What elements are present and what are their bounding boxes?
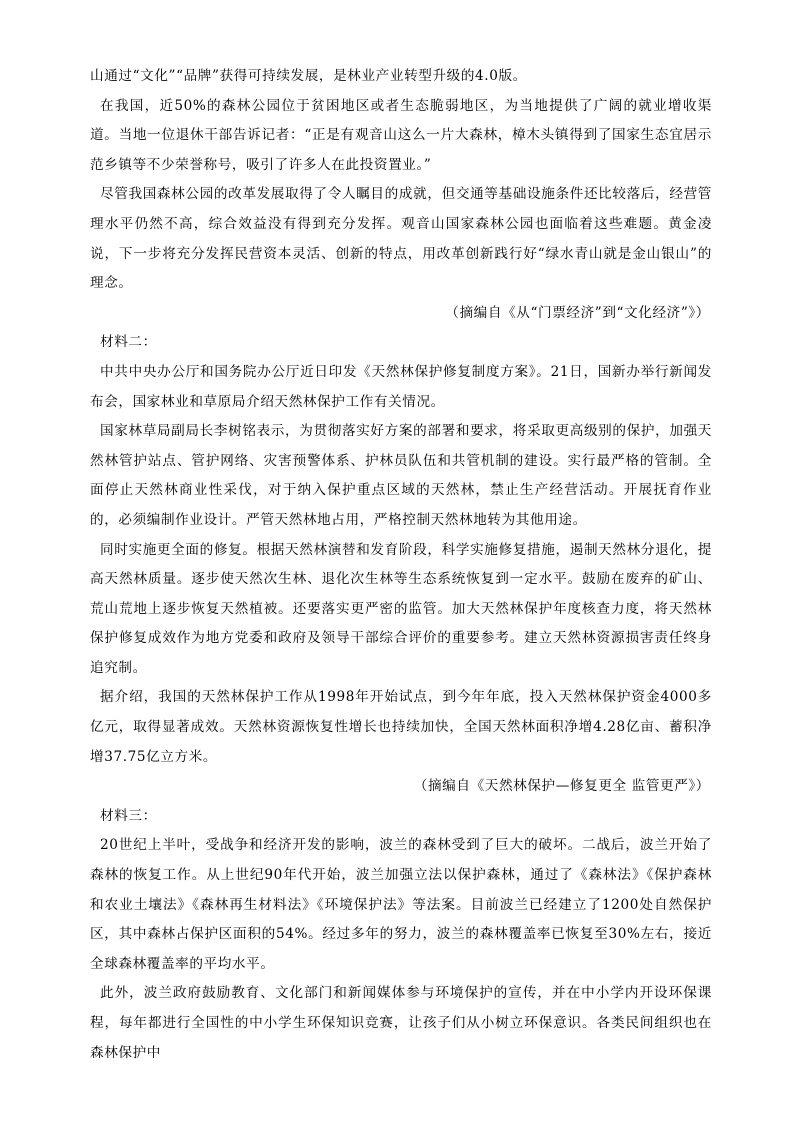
paragraph: 国家林草局副局长李树铭表示，为贯彻落实好方案的部署和要求，将采取更高级别的保护，加强天然林管护站点、管护网络、灾害预警体系、护林员队伍和共管机制的建设。实行最严格的管制。全面停止天然林商业性采伐，对于纳入保护重点区域的天然林，禁止生产经营活动。开展抚育作业的，必须编制作业设计。严管天然林地占用，严格控制天然林地转为其他用途。 (90, 423, 712, 528)
paragraph: 尽管我国森林公园的改革发展取得了令人瞩目的成就，但交通等基础设施条件还比较落后，经营管理水平仍然不高，综合效益没有得到充分发挥。观音山国家森林公园也面临着这些难题。黄金凌说，下一步将充分发挥民营资本灵活、创新的特点，用改革创新践行好“绿水青山就是金山银山”的理念。 (90, 186, 712, 292)
paragraph: 据介绍，我国的天然林保护工作从1998年开始试点，到今年年底，投入天然林保护资金4000多亿元，取得显著成效。天然林资源恢复性增长也持续加快，全国天然林面积净增4.28亿亩、蓄积净增37.75亿立方米。 (90, 689, 712, 765)
paragraph: 20世纪上半叶，受战争和经济开发的影响，波兰的森林受到了巨大的破坏。二战后，波兰开始了森林的恢复工作。从上世纪90年代开始，波兰加强立法以保护森林，通过了《森林法》《保护森林和农业土壤法》《森林再生材料法》《环境保护法》等法案。目前波兰已经建立了1200处自然保护区，其中森林占保护区面积的54%。经过多年的努力，波兰的森林覆盖率已恢复至30%左右，接近全球森林覆盖率的平均水平。 (90, 837, 712, 972)
paragraph: 中共中央办公厅和国务院办公厅近日印发《天然林保护修复制度方案》。21日，国新办举行新闻发布会，国家林业和草原局介绍天然林保护工作有关情况。 (90, 363, 712, 410)
paragraph: 在我国，近50%的森林公园位于贫困地区或者生态脆弱地区，为当地提供了广阔的就业增收渠道。当地一位退休干部告诉记者：“正是有观音山这么一片大森林，樟木头镇得到了国家生态宜居示范乡镇等不少荣誉称号，吸引了许多人在此投资置业。” (90, 97, 712, 173)
section-heading: 材料三： (100, 807, 157, 824)
paragraph: 同时实施更全面的修复。根据天然林演替和发育阶段，科学实施修复措施，遏制天然林分退化，提高天然林质量。逐步使天然次生林、退化次生林等生态系统恢复到一定水平。鼓励在废弃的矿山、荒山荒地上逐步恢复天然植被。还要落实更严密的监管。加大天然林保护年度核查力度，将天然林保护修复成效作为地方党委和政府及领导干部综合评价的重要参考。建立天然林资源损害责任终身追究制。 (90, 541, 712, 676)
source-citation: （摘编自《从“门票经济”到“文化经济”》） (445, 304, 710, 321)
section-heading: 材料二： (100, 334, 157, 351)
paragraph: 此外，波兰政府鼓励教育、文化部门和新闻媒体参与环境保护的宣传，并在中小学内开设环保课程，每年都进行全国性的中小学生环保知识竞赛，让孩子们从小树立环保意识。各类民间组织也在森林保护中 (90, 985, 712, 1061)
paragraph-continuation: 山通过“文化”“品牌”获得可持续发展，是林业产业转型升级的4.0版。 (90, 68, 527, 84)
source-citation: （摘编自《天然林保护—修复更全 监管更严》） (413, 778, 710, 795)
